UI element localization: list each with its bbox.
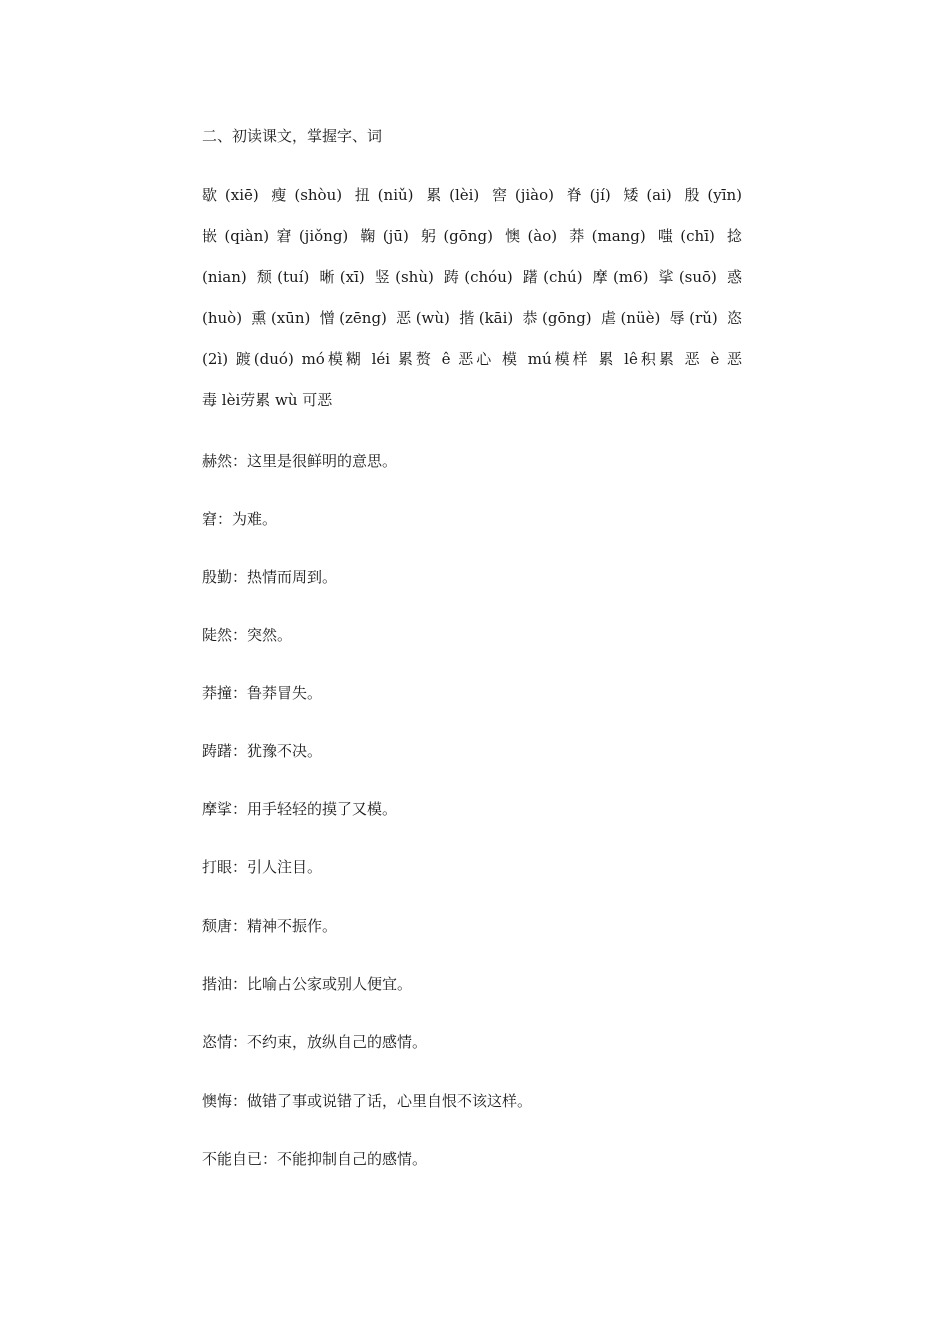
- section-heading: 二、初读课文，掌握字、词: [202, 127, 383, 145]
- definition-item: 打眼：引人注目。: [202, 858, 323, 876]
- definition-item: 颓唐：精神不振作。: [202, 917, 338, 935]
- definition-item: 陡然：突然。: [202, 626, 293, 644]
- pinyin-paragraph: [202, 185, 742, 431]
- pinyin-line: 歇(xiē) 瘦(shòu) 扭(niǔ) 累(lèi) 窖(jiào) 脊(jí) 矮(ai) 殷(yīn): [202, 186, 742, 204]
- definition-item: 踌躇：犹豫不决。: [202, 742, 323, 760]
- pinyin-line: (nian) 颓(tuí) 晰(xī) 竖(shù) 踌(chóu) 躇(chú) 摩(m6) 挲(suō) 惑: [202, 268, 742, 286]
- pinyin-line: (huò) 熏(xūn) 憎(zēng) 恶(wù) 揩(kāi) 恭(gōng) 虐(nüè) 辱(rǔ) 恣: [202, 309, 742, 327]
- definition-item: 不能自已：不能抑制自己的感情。: [202, 1150, 428, 1168]
- pinyin-line: (2ì) 踱(duó) mó模糊 léi 累赘 ê 恶心 模 mú模样 累 lê积累 恶 è 恶: [202, 350, 742, 368]
- definition-item: 窘：为难。: [202, 510, 278, 528]
- definition-item: 殷勤：热情而周到。: [202, 568, 338, 586]
- pinyin-line: 毒 lèi劳累 wù 可恶: [202, 391, 333, 409]
- definition-item: 懊悔：做错了事或说错了话，心里自恨不该这样。: [202, 1092, 533, 1110]
- definition-item: 揩油：比喻占公家或别人便宜。: [202, 975, 413, 993]
- definition-item: 恣情：不约束，放纵自己的感情。: [202, 1033, 428, 1051]
- definition-item: 摩挲：用手轻轻的摸了又模。: [202, 800, 398, 818]
- definition-item: 赫然：这里是很鲜明的意思。: [202, 452, 398, 470]
- definition-item: 莽撞：鲁莽冒失。: [202, 684, 323, 702]
- pinyin-line: 嵌(qiàn)窘(jiǒng) 鞠(jū) 躬(gōng) 懊(ào) 莽(mang) 嗤(chī) 捻: [202, 227, 742, 245]
